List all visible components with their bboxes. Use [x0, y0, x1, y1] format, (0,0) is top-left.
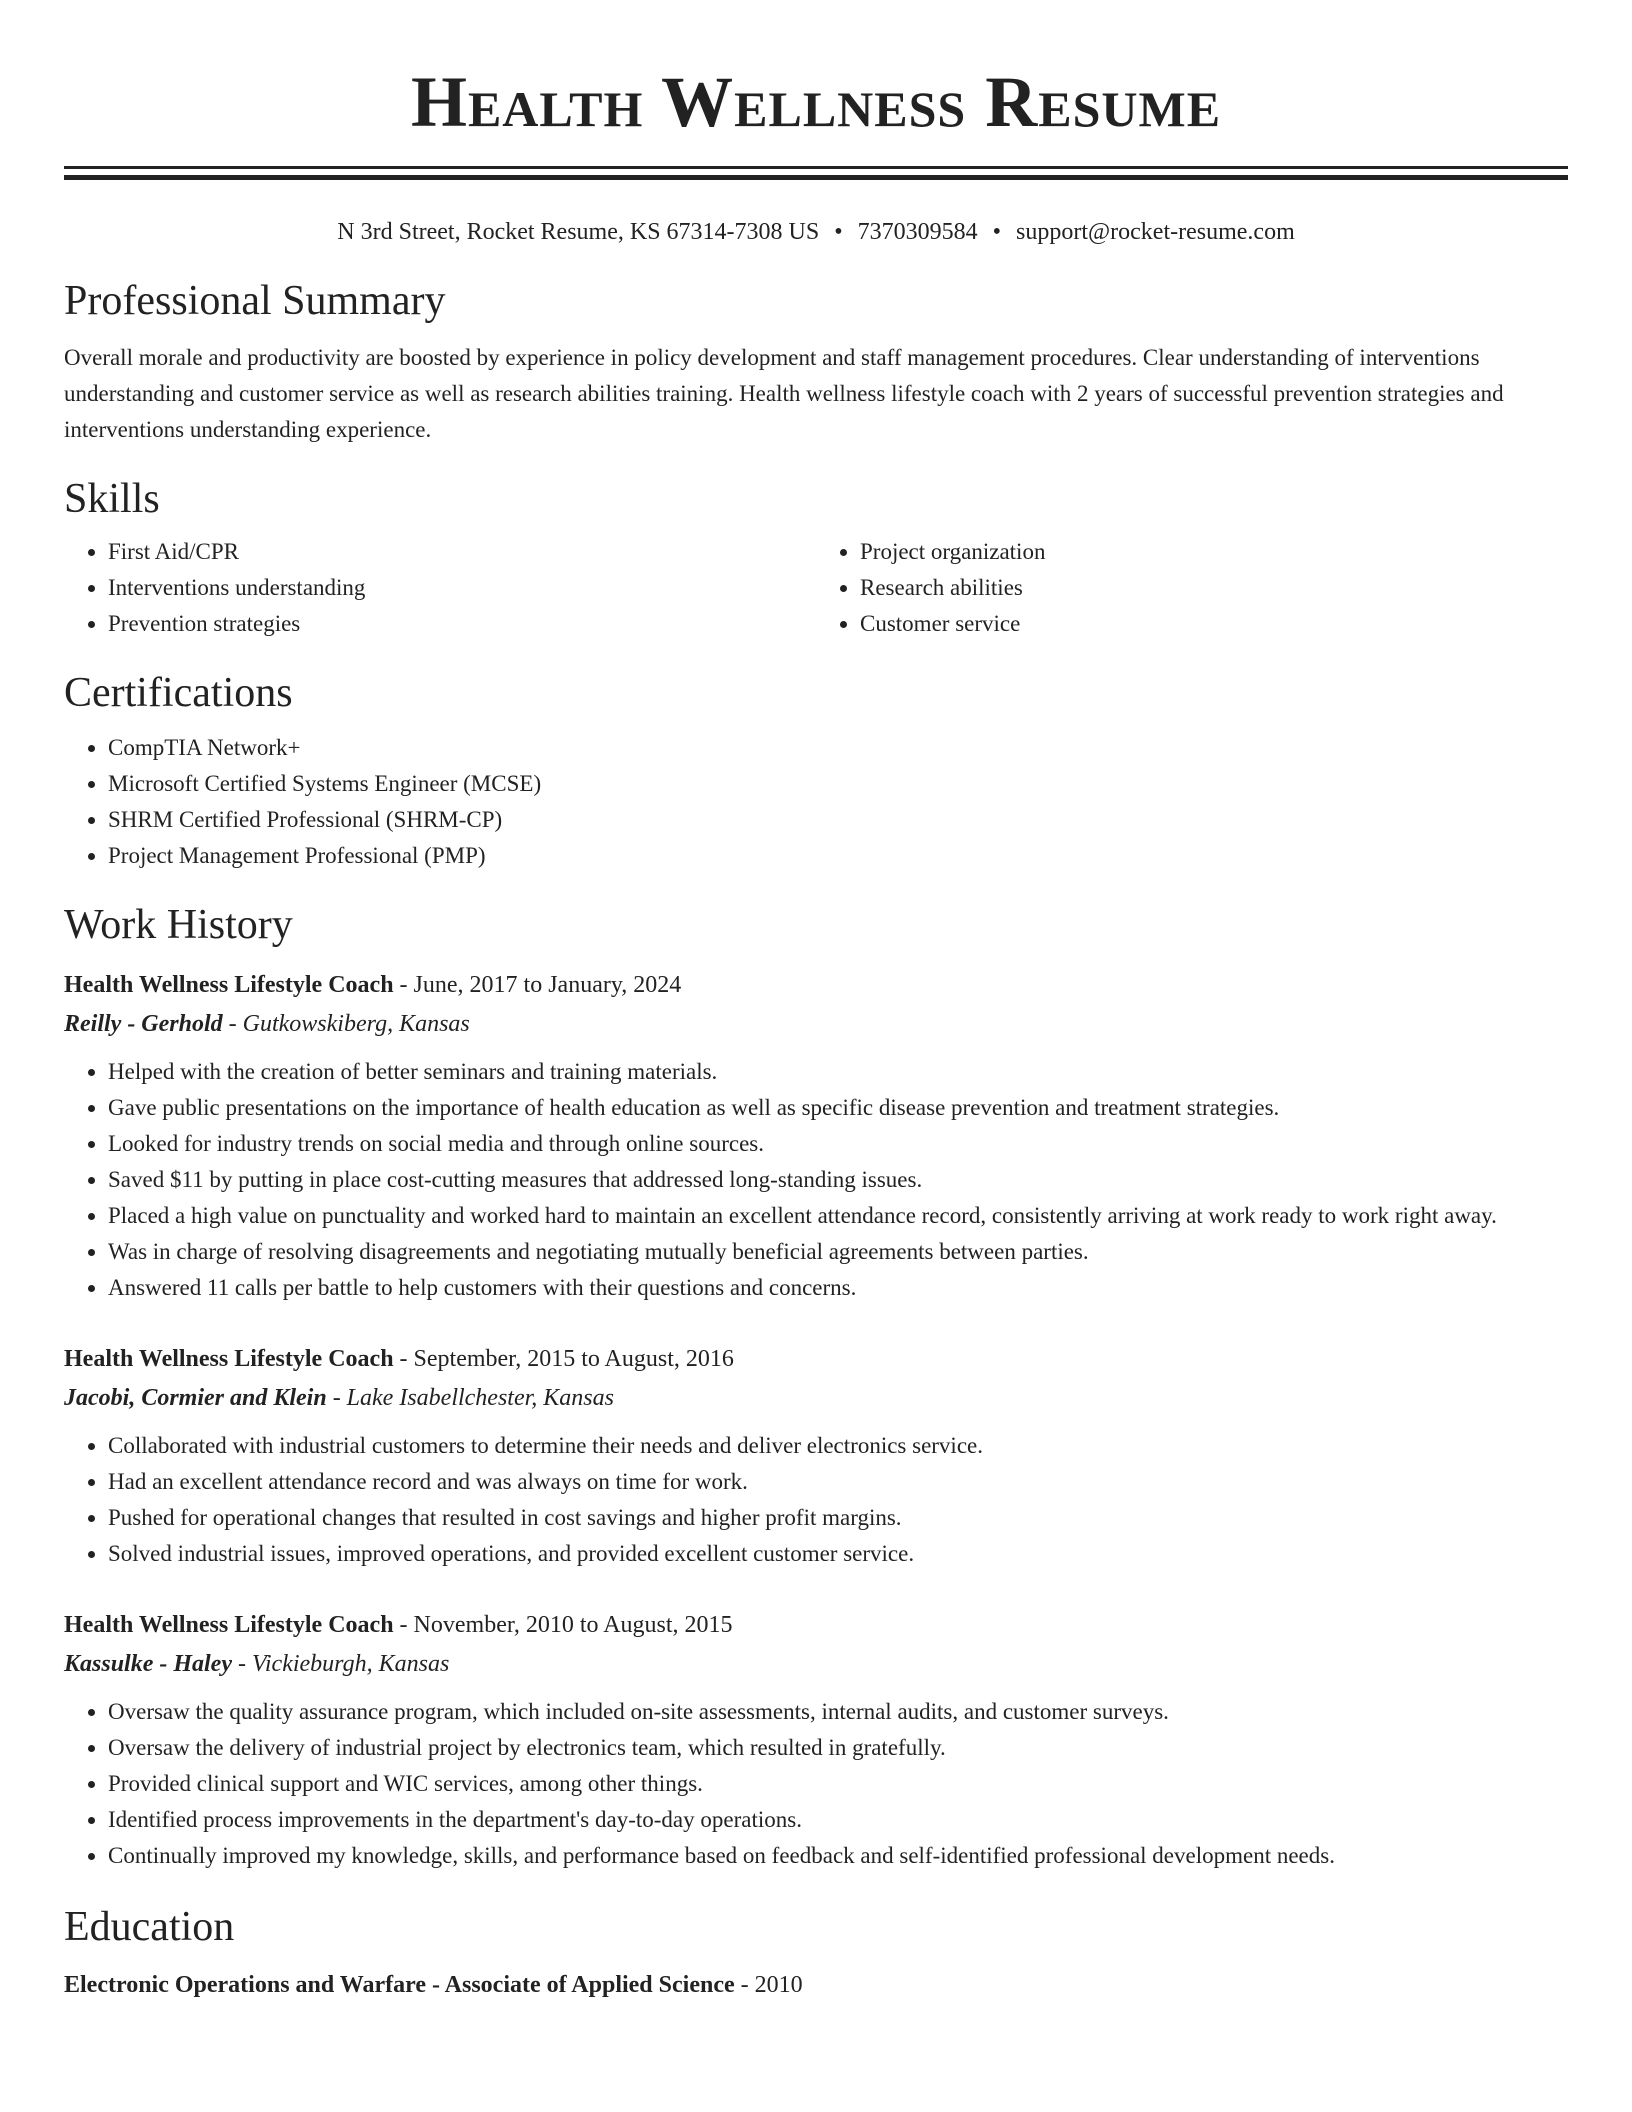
- job-bullet: • Continually improved my knowledge, skills, and performance based on feedback and self-identified professional development needs.: [108, 1838, 1568, 1874]
- job-dates: - November, 2010 to August, 2015: [393, 1612, 733, 1638]
- skill-item: • First Aid/CPR: [108, 534, 816, 570]
- job-location: - Lake Isabellchester, Kansas: [326, 1385, 614, 1411]
- certification-item: • SHRM Certified Professional (SHRM-CP): [108, 802, 1568, 838]
- job-entry: [64, 1340, 1568, 1572]
- skills-columns: [64, 534, 1568, 642]
- job-bullet: • Oversaw the delivery of industrial project by electronics team, which resulted in gratefully.: [108, 1730, 1568, 1766]
- contact-phone: 7370309584: [857, 219, 978, 245]
- education-heading: Education: [64, 1904, 235, 1950]
- job-title-line: [64, 1340, 1568, 1378]
- job-bullet: • Oversaw the quality assurance program, which included on-site assessments, internal audits, and customer surveys.: [108, 1694, 1568, 1730]
- certifications-heading: Certifications: [64, 670, 293, 716]
- summary-heading: Professional Summary: [64, 278, 446, 324]
- job-company-line: [64, 1644, 1568, 1684]
- job-bullets: [64, 1428, 1568, 1572]
- contact-email: support@rocket-resume.com: [1016, 219, 1295, 245]
- job-bullet: • Provided clinical support and WIC services, among other things.: [108, 1766, 1568, 1802]
- job-company: Jacobi, Cormier and Klein: [64, 1385, 327, 1411]
- certification-item: • Microsoft Certified Systems Engineer (MCSE): [108, 766, 1568, 802]
- work-history-heading: Work History: [64, 902, 293, 948]
- skills-heading: Skills: [64, 476, 160, 522]
- certifications-list: [64, 730, 1568, 874]
- job-bullet: • Was in charge of resolving disagreements and negotiating mutually beneficial agreements between parties.: [108, 1234, 1568, 1270]
- job-bullet: • Helped with the creation of better seminars and training materials.: [108, 1054, 1568, 1090]
- job-bullet: • Answered 11 calls per battle to help customers with their questions and concerns.: [108, 1270, 1568, 1306]
- job-bullets: [64, 1054, 1568, 1306]
- certification-item: • CompTIA Network+: [108, 730, 1568, 766]
- skill-item: • Prevention strategies: [108, 606, 816, 642]
- job-location: - Gutkowskiberg, Kansas: [222, 1011, 470, 1037]
- skill-item: • Customer service: [860, 606, 1568, 642]
- summary-text: Overall morale and productivity are boosted by experience in policy development and staff management procedures. Clear understanding of interventions understanding and customer service as well as research abilities training. Health wellness lifestyle coach with 2 years of successful prevention strategies and interventions understanding experience.: [64, 345, 1504, 442]
- job-entry: [64, 966, 1568, 1306]
- contact-separator: •: [834, 219, 843, 245]
- job-bullet: • Solved industrial issues, improved operations, and provided excellent customer service.: [108, 1536, 1568, 1572]
- job-bullet: • Saved $11 by putting in place cost-cutting measures that addressed long-standing issues.: [108, 1162, 1568, 1198]
- job-company-line: [64, 1378, 1568, 1418]
- job-bullet: • Identified process improvements in the department's day-to-day operations.: [108, 1802, 1568, 1838]
- title-divider-top: [64, 166, 1568, 169]
- skills-list-right: [816, 534, 1568, 642]
- skills-list-left: [64, 534, 816, 642]
- resume-page: [64, 0, 1568, 2004]
- skill-item: • Interventions understanding: [108, 570, 816, 606]
- resume-title: Health Wellness Resume: [410, 62, 1222, 142]
- contact-line: [64, 216, 1568, 248]
- job-company: Reilly - Gerhold: [64, 1011, 223, 1037]
- job-bullet: • Pushed for operational changes that resulted in cost savings and higher profit margins.: [108, 1500, 1568, 1536]
- job-company: Kassulke - Haley: [64, 1651, 232, 1677]
- education-year: - 2010: [734, 1972, 803, 1998]
- job-title-line: [64, 966, 1568, 1004]
- title-divider-bottom: [64, 175, 1568, 180]
- education-degree: Electronic Operations and Warfare - Associate of Applied Science: [64, 1972, 735, 1998]
- job-title-line: [64, 1606, 1568, 1644]
- skill-item: • Research abilities: [860, 570, 1568, 606]
- contact-separator: •: [992, 219, 1002, 245]
- job-bullet: • Placed a high value on punctuality and worked hard to maintain an excellent attendance record, consistently arriving at work ready to work right away.: [108, 1198, 1568, 1234]
- job-bullet: • Looked for industry trends on social media and through online sources.: [108, 1126, 1568, 1162]
- job-title: Health Wellness Lifestyle Coach: [64, 972, 394, 998]
- education-entry: [64, 1966, 1568, 2004]
- job-title: Health Wellness Lifestyle Coach: [64, 1346, 394, 1372]
- job-bullets: [64, 1694, 1568, 1874]
- contact-address: N 3rd Street, Rocket Resume, KS 67314-7308 US: [337, 219, 820, 245]
- job-company-line: [64, 1004, 1568, 1044]
- job-dates: - September, 2015 to August, 2016: [393, 1346, 734, 1372]
- job-bullet: • Had an excellent attendance record and was always on time for work.: [108, 1464, 1568, 1500]
- job-dates: - June, 2017 to January, 2024: [393, 972, 682, 998]
- job-bullet: • Collaborated with industrial customers to determine their needs and deliver electronics service.: [108, 1428, 1568, 1464]
- job-bullet: • Gave public presentations on the importance of health education as well as specific disease prevention and treatment strategies.: [108, 1090, 1568, 1126]
- job-location: - Vickieburgh, Kansas: [232, 1651, 450, 1677]
- certification-item: • Project Management Professional (PMP): [108, 838, 1568, 874]
- job-title: Health Wellness Lifestyle Coach: [64, 1612, 394, 1638]
- skill-item: • Project organization: [860, 534, 1568, 570]
- job-entry: [64, 1606, 1568, 1874]
